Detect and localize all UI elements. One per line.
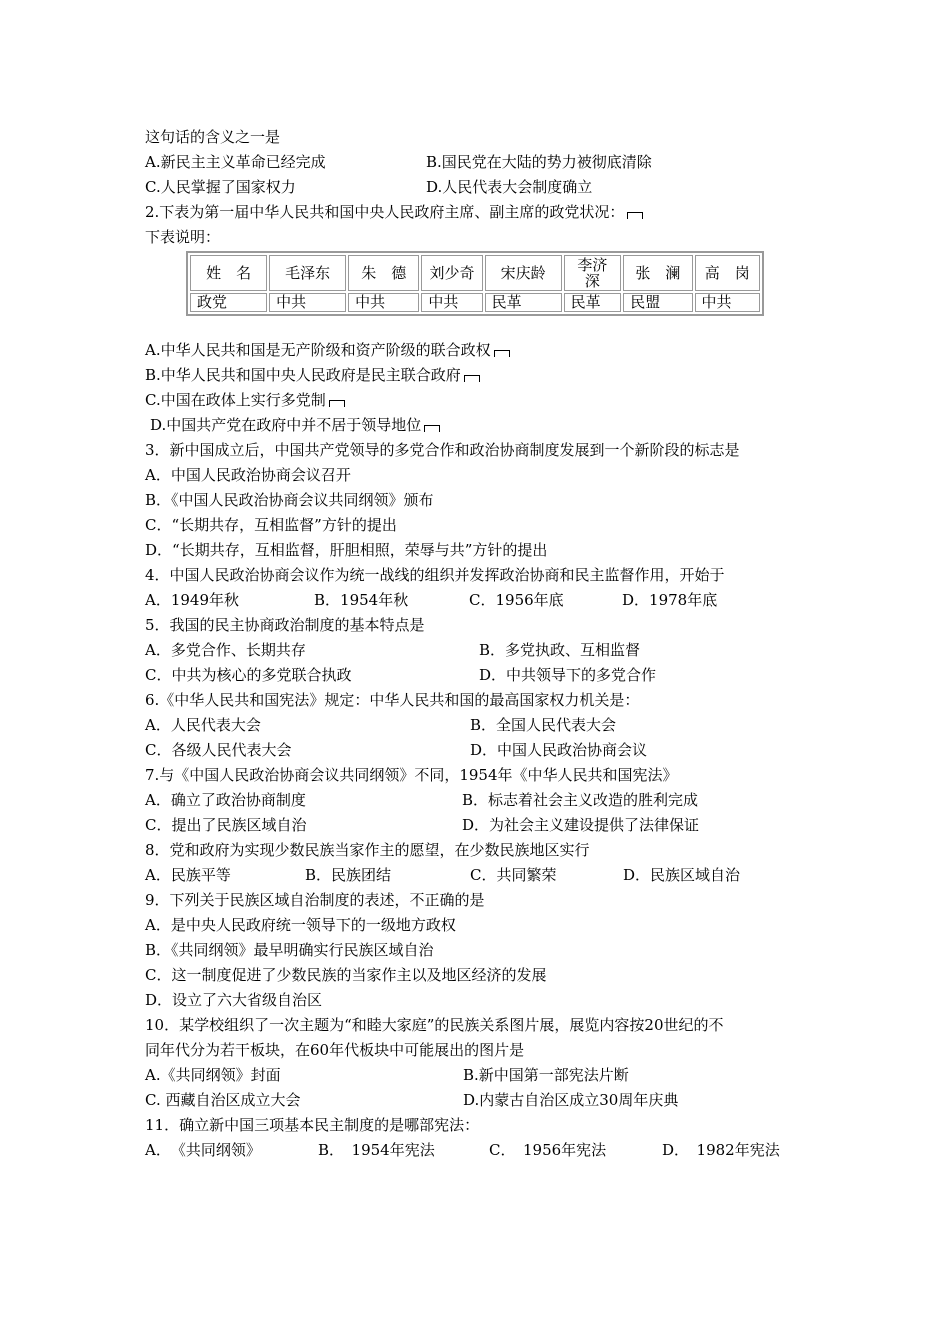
q6-option-b: B．全国人民代表大会: [470, 716, 617, 734]
table-party-cell: 民盟: [623, 293, 692, 312]
q2-option-a: A.中华人民共和国是无产阶级和资产阶级的联合政权: [145, 340, 510, 360]
table-row: [190, 255, 760, 291]
q7-option-c: C．提出了民族区域自治: [145, 816, 307, 834]
q11-option-d: D． 1982年宪法: [662, 1141, 780, 1159]
q6-option-c: C．各级人民代表大会: [145, 741, 292, 759]
q9-option-c: C．这一制度促进了少数民族的当家作主以及地区经济的发展: [145, 966, 547, 984]
q8-option-c: C．共同繁荣: [470, 866, 557, 884]
table-name-cell: 毛泽东: [269, 255, 346, 291]
q2-option-c: C.中国在政体上实行多党制: [145, 390, 345, 410]
q3-option-a: A．中国人民政治协商会议召开: [145, 466, 351, 484]
q7-option-a: A．确立了政治协商制度: [145, 791, 306, 809]
q10-stem: 10．某学校组织了一次主题为“和睦大家庭”的民族关系图片展，展览内容按20世纪的不: [145, 1016, 724, 1034]
table-name-cell: 张 澜: [623, 255, 692, 291]
q4-option-b: B．1954年秋: [314, 591, 409, 609]
table-name-cell: 高 岗: [695, 255, 760, 291]
q4-option-d: D．1978年底: [622, 591, 718, 609]
q4-option-a: A．1949年秋: [145, 591, 240, 609]
q10-option-d: D.内蒙古自治区成立30周年庆典: [463, 1091, 679, 1109]
q1-option-c: C.人民掌握了国家权力: [145, 178, 296, 196]
q8-option-a: A．民族平等: [145, 866, 231, 884]
q5-option-b: B．多党执政、互相监督: [479, 641, 641, 659]
table-name-cell: 刘少奇: [421, 255, 482, 291]
q9-stem: 9．下列关于民族区域自治制度的表述，不正确的是: [145, 891, 485, 909]
table-party-cell: 中共: [695, 293, 760, 312]
q1-option-a: A.新民主主义革命已经完成: [145, 153, 326, 171]
q3-option-c: C．“长期共存，互相监督”方针的提出: [145, 516, 397, 534]
q5-option-d: D．中共领导下的多党合作: [479, 666, 657, 684]
table-name-cell: 朱 德: [348, 255, 419, 291]
q7-stem: 7.与《中国人民政治协商会议共同纲领》不同，1954年《中华人民共和国宪法》: [145, 766, 678, 784]
table-party-cell: 民革: [485, 293, 562, 312]
q2-option-b: B.中华人民共和国中央人民政府是民主联合政府: [145, 365, 480, 385]
q6-stem: 6.《中华人民共和国宪法》规定：中华人民共和国的最高国家权力机关是：: [145, 691, 640, 709]
q9-option-a: A．是中央人民政府统一领导下的一级地方政权: [145, 916, 456, 934]
table-party-cell: 中共: [421, 293, 482, 312]
q8-option-d: D．民族区域自治: [623, 866, 741, 884]
q3-option-b: B．《中国人民政治协商会议共同纲领》颁布: [145, 491, 434, 509]
table-name-cell: 李济深: [564, 255, 622, 291]
q10-option-a: A.《共同纲领》封面: [145, 1066, 281, 1084]
q7-option-d: D．为社会主义建设提供了法律保证: [462, 816, 700, 834]
table-party-cell: 民革: [564, 293, 622, 312]
table-header-label: 姓 名: [190, 255, 267, 291]
table-row: [190, 293, 760, 312]
q6-option-d: D．中国人民政治协商会议: [470, 741, 648, 759]
q1-option-b: B.国民党在大陆的势力被彻底清除: [426, 153, 652, 171]
q1-option-d: D.人民代表大会制度确立: [426, 178, 593, 196]
q11-option-c: C． 1956年宪法: [489, 1141, 607, 1159]
q4-option-c: C．1956年底: [469, 591, 564, 609]
table-party-cell: 中共: [348, 293, 419, 312]
q4-stem: 4．中国人民政治协商会议作为统一战线的组织并发挥政治协商和民主监督作用，开始于: [145, 566, 725, 584]
q10-stem-cont: 同年代分为若干板块，在60年代板块中可能展出的图片是: [145, 1041, 525, 1059]
blank-mark-icon: [329, 400, 345, 407]
table-name-cell: 宋庆龄: [485, 255, 562, 291]
q8-option-b: B．民族团结: [305, 866, 392, 884]
q2-sub: 下表说明：: [145, 228, 221, 246]
table-row-label: 政党: [190, 293, 267, 312]
q2-option-d: D.中国共产党在政府中并不居于领导地位: [150, 415, 440, 435]
blank-mark-icon: [424, 425, 440, 432]
q5-stem: 5．我国的民主协商政治制度的基本特点是: [145, 616, 425, 634]
blank-mark-icon: [464, 375, 480, 382]
blank-mark-icon: [627, 212, 643, 219]
q6-option-a: A．人民代表大会: [145, 716, 261, 734]
q5-option-a: A．多党合作、长期共存: [145, 641, 306, 659]
q11-option-b: B． 1954年宪法: [318, 1141, 435, 1159]
q3-stem: 3．新中国成立后，中国共产党领导的多党合作和政治协商制度发展到一个新阶段的标志是: [145, 441, 740, 459]
q9-option-d: D．设立了六大省级自治区: [145, 991, 323, 1009]
q5-option-c: C．中共为核心的多党联合执政: [145, 666, 352, 684]
intro-line: 这句话的含义之一是: [145, 128, 281, 146]
q3-option-d: D．“长期共存，互相监督，肝胆相照，荣辱与共”方针的提出: [145, 541, 548, 559]
q7-option-b: B．标志着社会主义改造的胜利完成: [462, 791, 699, 809]
table-party-cell: 中共: [269, 293, 346, 312]
q10-option-c: C. 西藏自治区成立大会: [145, 1091, 301, 1109]
q11-stem: 11．确立新中国三项基本民主制度的是哪部宪法：: [145, 1116, 480, 1134]
q10-option-b: B.新中国第一部宪法片断: [463, 1066, 629, 1084]
party-table: [186, 251, 764, 316]
q2-stem: 2.下表为第一届中华人民共和国中央人民政府主席、副主席的政党状况：: [145, 202, 643, 222]
q8-stem: 8．党和政府为实现少数民族当家作主的愿望，在少数民族地区实行: [145, 841, 590, 859]
q11-option-a: A． 《共同纲领》: [145, 1141, 261, 1159]
q9-option-b: B．《共同纲领》最早明确实行民族区域自治: [145, 941, 434, 959]
blank-mark-icon: [494, 350, 510, 357]
